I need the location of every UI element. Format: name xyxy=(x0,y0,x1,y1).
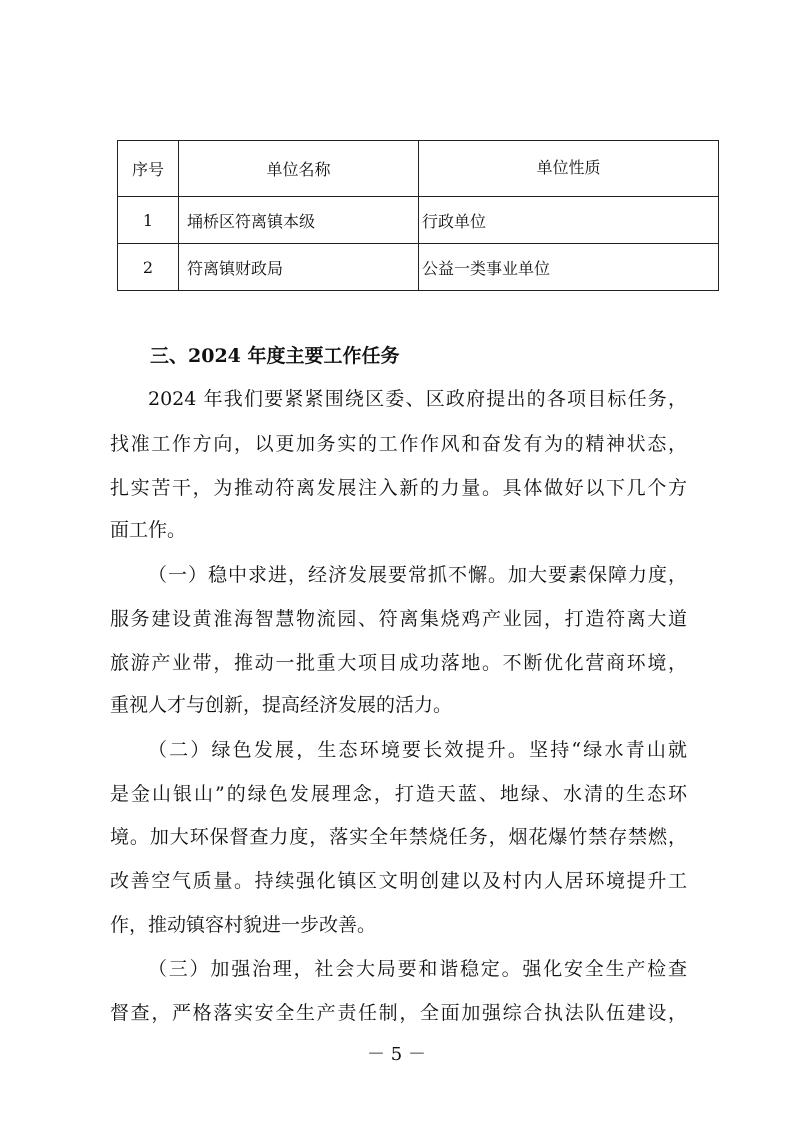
body-line: （二）绿色发展，生态环境要长效提升。坚持“绿水青山就 xyxy=(148,739,687,761)
body-line: 作，推动镇容村貌进一步改善。 xyxy=(110,914,377,936)
body-line: （三）加强治理，社会大局要和谐稳定。强化安全生产检查 xyxy=(148,958,687,980)
cell-seq: 1 xyxy=(118,197,179,244)
body-line: 是金山银山”的绿色发展理念，打造天蓝、地绿、水清的生态环 xyxy=(110,783,687,805)
section-heading: 三、2024 年度主要工作任务 xyxy=(150,345,400,367)
cell-seq: 2 xyxy=(118,244,179,291)
table-header-row xyxy=(118,141,719,197)
body-line: 服务建设黄淮海智慧物流园、符离集烧鸡产业园，打造符离大道 xyxy=(110,608,687,630)
table-row xyxy=(118,244,719,291)
cell-unit-nature: 公益一类事业单位 xyxy=(419,244,719,291)
body-line: 督查，严格落实安全生产责任制，全面加强综合执法队伍建设， xyxy=(110,1002,687,1024)
cell-unit-name: 埇桥区符离镇本级 xyxy=(179,197,419,244)
body-line: 改善空气质量。持续强化镇区文明创建以及村内人居环境提升工 xyxy=(110,870,687,892)
body-line: 2024 年我们要紧紧围绕区委、区政府提出的各项目标任务， xyxy=(148,388,687,410)
body-line: 扎实苦干，为推动符离发展注入新的力量。具体做好以下几个方 xyxy=(110,477,687,499)
cell-unit-nature: 行政单位 xyxy=(419,197,719,244)
body-line: 找准工作方向，以更加务实的工作作风和奋发有为的精神状态， xyxy=(110,433,687,455)
header-unit-name: 单位名称 xyxy=(179,141,419,197)
header-unit-nature: 单位性质 xyxy=(419,141,719,197)
body-line: 重视人才与创新，提高经济发展的活力。 xyxy=(110,694,453,716)
body-line: 境。加大环保督查力度，落实全年禁烧任务，烟花爆竹禁存禁燃， xyxy=(110,826,687,848)
body-line: 面工作。 xyxy=(110,519,187,541)
cell-unit-name: 符离镇财政局 xyxy=(179,244,419,291)
page-number: － 5 － xyxy=(367,1044,426,1065)
body-line: 旅游产业带，推动一批重大项目成功落地。不断优化营商环境， xyxy=(110,652,687,674)
table-row xyxy=(118,197,719,244)
units-table xyxy=(117,140,719,291)
body-line: （一）稳中求进，经济发展要常抓不懈。加大要素保障力度， xyxy=(148,564,687,586)
header-seq: 序号 xyxy=(118,141,179,197)
